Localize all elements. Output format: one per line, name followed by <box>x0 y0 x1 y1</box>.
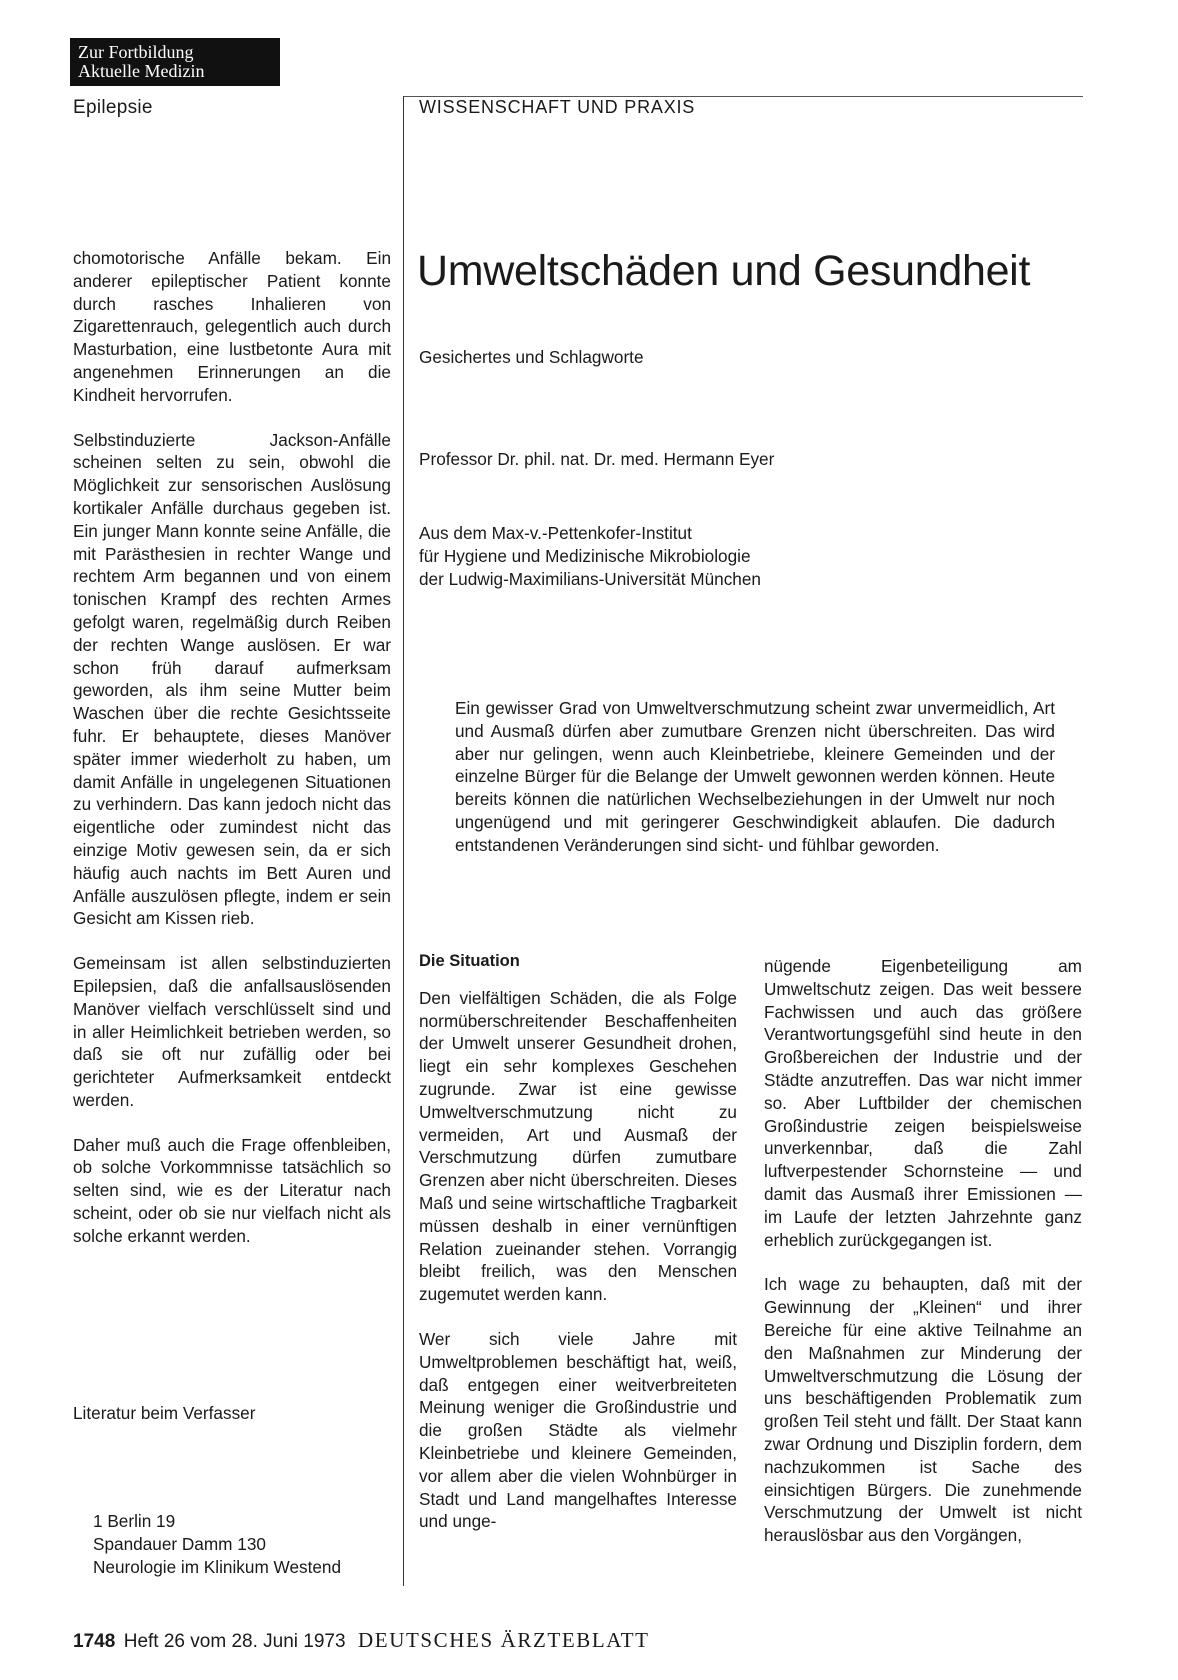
address-line: Spandauer Damm 130 <box>93 1533 266 1554</box>
badge-line-1: Zur Fortbildung <box>78 42 194 62</box>
paragraph: Gemeinsam ist allen selbstinduzierten Epilepsien, daß die anfallsauslösenden Manöver vielfach verschlüsselt sind und in aller Heimlichkeit betrieben werden, so daß sie oft nur zufällig oder bei gerichteter Aufmerksamkeit entdeckt werden. <box>73 953 391 1110</box>
paragraph: nügende Eigenbeteiligung am Umweltschutz zeigen. Das weit bessere Fachwissen und auch das größere Verantwortungsgefühl sind heute in den Großbereichen der Industrie und der Städte anzutreffen. Das war nicht immer so. Aber Luftbilder der chemischen Großindustrie zeigen beispielsweise unverkennbar, daß die Zahl luftverpestender Schornsteine — und damit das Ausmaß ihrer Emissionen — im Laufe der letzten Jahrzehnte ganz erheblich zurückgegangen ist. <box>764 956 1082 1250</box>
institution-line: für Hygiene und Medizinische Mikrobiologie <box>419 545 751 566</box>
page-number: 1748 <box>73 1631 116 1652</box>
article-abstract: Ein gewisser Grad von Umweltverschmutzung scheint zwar unvermeidlich, Art und Ausmaß dürfen aber zumutbare Grenzen nicht überschreiten. Das wird aber nur gelingen, wenn auch Kleinbetriebe, kleinere Gemeinden und der einzelne Bürger für die Belange der Umwelt gewonnen werden können. Heute bereits können die natürlichen Wechselbeziehungen in der Umwelt nur noch ungenügend und mit geringerer Geschwindigkeit ablaufen. Die dadurch entstandenen Veränderungen sind sicht- und fühlbar geworden. <box>455 698 1055 855</box>
address-line: Neurologie im Klinikum Westend <box>93 1556 342 1577</box>
badge-line-2: Aktuelle Medizin <box>78 61 205 81</box>
institution-line: der Ludwig-Maximilians-Universität München <box>419 568 761 589</box>
author-address <box>93 1510 341 1578</box>
paragraph: Den vielfältigen Schäden, die als Folge normüberschreitender Beschaffenheiten der Umwelt unserer Gesundheit drohen, liegt ein sehr komplexes Geschehen zugrunde. Zwar ist eine gewisse Umweltverschmutzung nicht zu vermeiden, Art und Ausmaß der Verschmutzung dürfen zumutbare Grenzen aber nicht überschreiten. Dieses Maß und seine wirtschaftliche Tragbarkeit müssen deshalb in einer vernünftigen Relation zueinander stehen. Vorrangig bleibt freilich, was den Menschen zugemutet werden kann. <box>419 987 737 1305</box>
running-head-right: WISSENSCHAFT UND PRAXIS <box>419 97 696 117</box>
section-heading: Die Situation <box>419 952 520 970</box>
article-subtitle: Gesichertes und Schlagworte <box>419 347 644 367</box>
issue-info: Heft 26 vom 28. Juni 1973 <box>123 1631 346 1652</box>
address-line: 1 Berlin 19 <box>93 1511 176 1531</box>
paragraph: Wer sich viele Jahre mit Umweltproblemen beschäftigt hat, weiß, daß entgegen einer weitverbreiteten Meinung weniger die Großindustrie und die großen Städte als vielmehr Kleinbetriebe und kleinere Gemeinden, vor allem aber die vielen Wohnbürger in Stadt und Land mangelhaftes Interesse und unge- <box>419 1328 737 1532</box>
institution-line: Aus dem Max-v.-Pettenkofer-Institut <box>419 523 692 543</box>
middle-column <box>419 950 737 1555</box>
article-author: Professor Dr. phil. nat. Dr. med. Hermann Eyer <box>419 449 775 469</box>
literature-note: Literatur beim Verfasser <box>73 1403 256 1423</box>
article-title: Umweltschäden und Gesundheit <box>417 247 1031 295</box>
right-column <box>764 955 1082 1569</box>
paragraph: Ich wage zu behaupten, daß mit der Gewinnung der „Kleinen“ und ihrer Bereiche für eine aktive Teilnahme an den Maßnahmen zur Minderung der Umweltverschmutzung die Lösung der uns beschäftigenden Problematik zum großen Teil steht und fällt. Der Staat kann zwar Ordnung und Disziplin fordern, dem nachzukommen ist Sache des einsichtigen Bürgers. Die zunehmende Verschmutzung der Umwelt ist nicht herauslösbar aus den Vorgängen, <box>764 1274 1082 1546</box>
column-divider <box>403 96 404 1586</box>
author-institution <box>419 522 761 590</box>
left-column <box>73 247 391 1270</box>
running-head-left: Epilepsie <box>73 97 153 118</box>
paragraph: Selbstinduzierte Jackson-Anfälle scheinen selten zu sein, obwohl die Möglichkeit zur sensorischen Auslösung kortikaler Anfälle durchaus gegeben ist. Ein junger Mann konnte seine Anfälle, die mit Parästhesien in rechter Wange und rechtem Arm begannen und von einem tonischen Krampf des rechten Armes gefolgt waren, regelmäßig durch Reiben der rechten Wange auslösen. Er war schon früh darauf aufmerksam geworden, als ihm seine Mutter beim Waschen über die rechte Gesichtsseite fuhr. Er behauptete, dieses Manöver später immer wiederholt zu haben, um damit Anfälle in ungelegenen Situationen zu verhindern. Das kann jedoch nicht das eigentliche oder zumindest nicht das einzige Motiv gewesen sein, da er sich häufig auch nachts im Bett Auren und Anfälle auszulösen pflegte, indem er sein Gesicht am Kissen rieb. <box>73 429 391 929</box>
section-badge <box>70 38 280 86</box>
page-footer <box>73 1628 650 1653</box>
magazine-name: DEUTSCHES ÄRZTEBLATT <box>358 1628 650 1652</box>
paragraph: chomotorische Anfälle bekam. Ein anderer epileptischer Patient konnte durch rasches Inhalieren von Zigarettenrauch, gelegentlich auch durch Masturbation, eine lustbetonte Aura mit angenehmen Erinnerungen an die Kindheit hervorrufen. <box>73 248 391 405</box>
paragraph: Daher muß auch die Frage offenbleiben, ob solche Vorkommnisse tatsächlich so selten sind, wie es der Literatur nach scheint, oder ob sie nur vielfach nicht als solche erkannt werden. <box>73 1134 391 1246</box>
